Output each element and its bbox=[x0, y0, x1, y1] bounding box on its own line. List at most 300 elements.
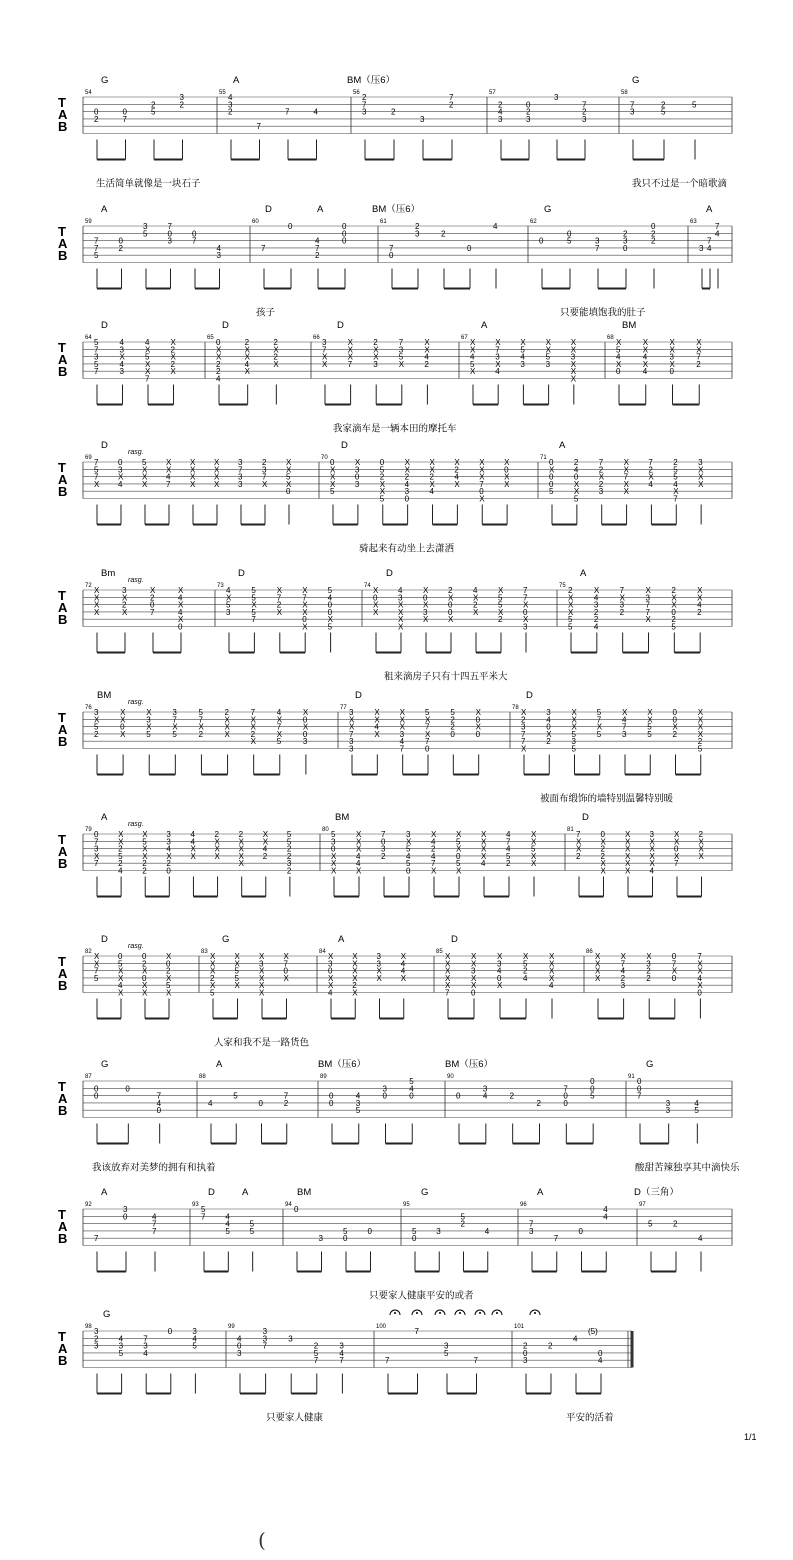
fret-number: 5 bbox=[286, 837, 292, 847]
fret-number: 3 bbox=[349, 744, 354, 754]
fret-number: X bbox=[94, 586, 100, 595]
fret-number: X bbox=[595, 966, 601, 976]
chord-name: BM（压6） bbox=[372, 204, 421, 215]
fret-number: X bbox=[276, 729, 283, 739]
fret-number: 3 bbox=[362, 107, 367, 117]
fret-number: X bbox=[166, 458, 172, 467]
fret-number: X bbox=[523, 615, 529, 625]
fret-number: 2 bbox=[210, 973, 215, 983]
fret-number: X bbox=[142, 830, 148, 839]
tab-system bbox=[58, 320, 732, 435]
fret-number: 5 bbox=[406, 844, 411, 854]
fret-number: 3 bbox=[349, 737, 354, 747]
fret-number: X bbox=[302, 600, 308, 610]
fret-number: 0 bbox=[166, 959, 171, 969]
fret-number: 0 bbox=[258, 1098, 263, 1108]
fret-number: X bbox=[327, 615, 333, 625]
fret-number: 2 bbox=[697, 737, 703, 747]
fret-number: 0 bbox=[504, 465, 509, 475]
fret-number: X bbox=[425, 729, 431, 739]
fret-number: 7 bbox=[172, 715, 177, 725]
fret-number: 4 bbox=[523, 973, 528, 983]
fret-number: 5 bbox=[355, 1106, 361, 1116]
fret-number: 7 bbox=[285, 107, 290, 117]
fret-number: 4 bbox=[698, 1234, 703, 1244]
fret-number: 0 bbox=[327, 600, 333, 610]
fret-number: 3 bbox=[399, 729, 405, 739]
fret-number: X bbox=[374, 729, 380, 739]
fret-number: 7 bbox=[673, 494, 678, 504]
fret-number: 5 bbox=[648, 1219, 653, 1229]
fret-number: 7 bbox=[479, 479, 484, 489]
measure-number: 70 bbox=[321, 455, 328, 461]
fret-number: 3 bbox=[620, 981, 626, 991]
fret-number: 5 bbox=[286, 830, 292, 839]
fret-number: 2 bbox=[698, 830, 703, 839]
fret-number: X bbox=[118, 837, 124, 847]
fret-number: X bbox=[698, 844, 704, 854]
measure-number: 97 bbox=[639, 1202, 646, 1208]
fret-number: 7 bbox=[523, 586, 528, 595]
fret-number: 4 bbox=[356, 851, 361, 861]
fret-number: 5 bbox=[142, 837, 147, 847]
fret-number: X bbox=[250, 722, 257, 732]
fret-number: 3 bbox=[622, 729, 627, 739]
fret-number: 7 bbox=[582, 100, 587, 110]
fret-number: 7 bbox=[262, 472, 267, 482]
fret-number: X bbox=[238, 859, 245, 869]
chord-name: D bbox=[101, 440, 108, 451]
fret-number: 4 bbox=[119, 359, 124, 369]
fret-number: X bbox=[190, 479, 196, 489]
fret-number: 0 bbox=[651, 222, 656, 231]
measure-number: 72 bbox=[85, 583, 92, 589]
fret-number: X bbox=[356, 837, 362, 847]
fret-number: 2 bbox=[473, 600, 478, 610]
chord-name: D bbox=[101, 934, 108, 945]
fret-number: X bbox=[238, 844, 245, 854]
fret-number: X bbox=[331, 866, 337, 876]
fret-number: 5 bbox=[166, 981, 171, 991]
fret-number: X bbox=[573, 479, 580, 489]
measure-number: 64 bbox=[85, 335, 92, 341]
fret-number: X bbox=[250, 737, 257, 747]
fret-number: 5 bbox=[596, 729, 602, 739]
measure-number: 101 bbox=[514, 1324, 525, 1330]
measure-number: 85 bbox=[436, 949, 443, 955]
fret-number: X bbox=[475, 722, 482, 732]
fret-number: 4 bbox=[225, 1212, 230, 1222]
fret-number: X bbox=[423, 600, 429, 610]
fret-number: X bbox=[504, 458, 510, 467]
fret-number: X bbox=[214, 479, 220, 489]
fret-number: 7 bbox=[122, 114, 127, 124]
fret-number: 4 bbox=[399, 737, 405, 747]
fret-number: X bbox=[142, 472, 148, 482]
fret-number: X bbox=[471, 959, 477, 969]
fret-number: X bbox=[120, 715, 126, 725]
fret-number: X bbox=[142, 966, 148, 976]
fret-number: 5 bbox=[234, 966, 239, 976]
fret-number: 0 bbox=[406, 866, 411, 876]
fret-number: 4 bbox=[622, 715, 627, 725]
fret-number: 0 bbox=[167, 229, 172, 239]
fret-number: 0 bbox=[342, 236, 347, 246]
fret-number: 0 bbox=[600, 830, 605, 839]
fret-number: 5 bbox=[249, 1219, 255, 1229]
fret-number: 0 bbox=[94, 1091, 99, 1101]
fret-number: 3 bbox=[593, 600, 599, 610]
fret-number: X bbox=[94, 479, 100, 489]
chord-name: D bbox=[355, 690, 362, 701]
fret-number: 2 bbox=[216, 367, 221, 377]
fret-number: X bbox=[697, 729, 704, 739]
fret-number: 2 bbox=[448, 586, 453, 595]
chord-name: D bbox=[337, 320, 344, 331]
fret-number: X bbox=[331, 859, 337, 869]
fret-number: 4 bbox=[355, 1091, 361, 1101]
fret-number: 4 bbox=[313, 107, 318, 117]
fret-number: 5 bbox=[192, 1341, 197, 1351]
fret-number: 5 bbox=[286, 472, 291, 482]
fret-number: 7 bbox=[94, 837, 99, 847]
fret-number: 7 bbox=[256, 122, 261, 132]
tab-clef-letter: T bbox=[58, 832, 66, 847]
fret-number: 4 bbox=[216, 243, 221, 253]
fret-number: 4 bbox=[454, 472, 459, 482]
fret-number: 7 bbox=[648, 458, 653, 467]
fret-number: 2 bbox=[94, 114, 99, 124]
fret-number: X bbox=[286, 465, 292, 475]
tab-clef-letter: A bbox=[58, 600, 68, 615]
fret-number: 3 bbox=[118, 465, 123, 475]
fret-number: 7 bbox=[389, 243, 394, 253]
fret-number: 2 bbox=[619, 607, 625, 617]
fret-number: 2 bbox=[224, 708, 230, 717]
fret-number: 4 bbox=[315, 236, 320, 246]
fret-number: 3 bbox=[623, 236, 628, 246]
fret-number: 4 bbox=[431, 837, 436, 847]
fret-number: X bbox=[166, 988, 172, 998]
fret-number: 5 bbox=[313, 1348, 319, 1358]
fret-number: 2 bbox=[286, 844, 292, 854]
fret-number: X bbox=[521, 744, 527, 754]
fret-number: X bbox=[178, 600, 184, 610]
tab-clef-letter: B bbox=[58, 612, 68, 627]
fret-number: 0 bbox=[671, 973, 677, 983]
fret-number: X bbox=[445, 952, 451, 961]
fret-number: X bbox=[674, 837, 680, 847]
lyric-line: 只要能填饱我的肚子 bbox=[560, 307, 646, 319]
fret-number: 2 bbox=[170, 359, 175, 369]
fret-number: X bbox=[698, 837, 704, 847]
fret-number: 5 bbox=[343, 1226, 348, 1236]
fret-number: 3 bbox=[523, 622, 528, 632]
fret-number: X bbox=[94, 851, 100, 861]
fret-number: 3 bbox=[404, 487, 410, 497]
fret-number: 0 bbox=[425, 744, 430, 754]
fret-number: X bbox=[479, 465, 485, 475]
fret-number: 3 bbox=[94, 844, 99, 854]
chord-name: D bbox=[238, 568, 245, 579]
measure-number: 90 bbox=[447, 1074, 454, 1080]
measure-number: 76 bbox=[85, 705, 92, 711]
fret-number: 5 bbox=[520, 345, 525, 355]
fret-number: X bbox=[118, 973, 124, 983]
fret-number: 2 bbox=[548, 1341, 553, 1351]
fret-number: 3 bbox=[554, 93, 559, 102]
fret-number: 7 bbox=[495, 345, 500, 355]
fret-number: 7 bbox=[595, 243, 600, 253]
fret-number: 3 bbox=[521, 722, 526, 732]
fret-number: X bbox=[596, 722, 603, 732]
fret-number: 7 bbox=[94, 472, 99, 482]
fret-number: 0 bbox=[578, 1226, 583, 1236]
fret-number: X bbox=[94, 715, 100, 725]
fret-number: 4 bbox=[192, 1334, 197, 1344]
fret-number: 7 bbox=[521, 737, 526, 747]
fret-number: 2 bbox=[273, 352, 278, 362]
measure-number: 86 bbox=[586, 949, 593, 955]
fret-number: X bbox=[473, 593, 479, 603]
measure-number: 68 bbox=[607, 335, 614, 341]
fret-number: 2 bbox=[460, 1219, 465, 1229]
fret-number: 0 bbox=[637, 1084, 642, 1094]
fret-number: 0 bbox=[637, 1077, 642, 1086]
tab-clef-letter: T bbox=[58, 1329, 66, 1344]
chord-name: G bbox=[101, 1059, 109, 1070]
fret-number: 3 bbox=[523, 1356, 528, 1366]
tab-clef-letter: B bbox=[58, 1353, 68, 1368]
fret-number: X bbox=[244, 345, 251, 355]
fret-number: 2 bbox=[391, 107, 396, 117]
fret-number: 5 bbox=[568, 615, 573, 625]
chord-name: G bbox=[544, 204, 552, 215]
fret-number: X bbox=[669, 338, 675, 347]
fret-number: 4 bbox=[642, 367, 648, 377]
fret-number: 0 bbox=[142, 973, 147, 983]
fret-number: X bbox=[118, 966, 124, 976]
fret-number: 4 bbox=[473, 586, 478, 595]
fret-number: X bbox=[471, 952, 477, 961]
chord-name: D bbox=[101, 320, 108, 331]
fret-number: 7 bbox=[315, 243, 320, 253]
measure-number: 75 bbox=[559, 583, 566, 589]
fret-number: X bbox=[400, 973, 407, 983]
fret-number: 4 bbox=[497, 966, 502, 976]
fret-number: 0 bbox=[167, 1327, 173, 1336]
fret-number: X bbox=[170, 338, 176, 347]
fret-number: 0 bbox=[94, 830, 99, 839]
fret-number: 2 bbox=[648, 465, 653, 475]
fret-number: X bbox=[571, 715, 577, 725]
fret-number: 4 bbox=[374, 722, 379, 732]
fret-number: 7 bbox=[339, 1356, 344, 1366]
fermata-dot bbox=[439, 1312, 441, 1314]
chord-name: D bbox=[222, 320, 229, 331]
fret-number: 5 bbox=[118, 1348, 124, 1358]
fret-number: 3 bbox=[444, 1341, 449, 1351]
fret-number: 0 bbox=[328, 966, 333, 976]
tab-system bbox=[58, 690, 732, 805]
fret-number: X bbox=[404, 458, 410, 467]
fret-number: 0 bbox=[456, 1091, 461, 1101]
fret-number: X bbox=[145, 345, 151, 355]
fret-number: 7 bbox=[150, 607, 155, 617]
fret-number: X bbox=[273, 359, 279, 369]
tab-clef-letter: B bbox=[58, 248, 68, 263]
fret-number: 5 bbox=[673, 472, 678, 482]
fret-number: X bbox=[471, 981, 477, 991]
fret-number: 4 bbox=[409, 1084, 414, 1094]
fret-number: X bbox=[431, 866, 437, 876]
measure-number: 91 bbox=[628, 1074, 635, 1080]
chord-name: D bbox=[526, 690, 533, 701]
lyric-line: 我只不过是一个暗歌滴 bbox=[632, 178, 728, 190]
fret-number: X bbox=[620, 952, 626, 961]
lyric-line: 只要家人健康平安的或者 bbox=[369, 1290, 474, 1302]
fret-number: X bbox=[593, 586, 600, 595]
tab-clef-letter: A bbox=[58, 722, 68, 737]
fret-number: 2 bbox=[521, 715, 526, 725]
fret-number: 7 bbox=[152, 1226, 157, 1236]
fret-number: X bbox=[595, 973, 601, 983]
chord-name: A bbox=[317, 204, 324, 215]
fret-number: 7 bbox=[381, 830, 386, 839]
fret-number: 3 bbox=[192, 1327, 197, 1336]
fret-number: X bbox=[166, 973, 172, 983]
fret-number: 3 bbox=[582, 114, 587, 124]
chord-name: A bbox=[101, 204, 108, 215]
fret-number: 3 bbox=[619, 600, 625, 610]
fret-number: 7 bbox=[449, 93, 454, 102]
fret-number: 2 bbox=[593, 615, 599, 625]
fret-number: X bbox=[696, 338, 702, 347]
fret-number: X bbox=[331, 851, 337, 861]
fret-number: 2 bbox=[379, 472, 385, 482]
chord-name: D bbox=[208, 1187, 215, 1198]
measure-number: 83 bbox=[201, 949, 208, 955]
fret-number: 7 bbox=[94, 236, 99, 246]
fret-number: 5 bbox=[568, 622, 573, 632]
fret-number: 4 bbox=[118, 1334, 124, 1344]
tab-system bbox=[58, 1309, 632, 1424]
fret-number: 7 bbox=[622, 722, 627, 732]
measure-number: 59 bbox=[85, 219, 92, 225]
fret-number: 2 bbox=[651, 236, 656, 246]
fret-number: 0 bbox=[373, 593, 378, 603]
fret-number: 2 bbox=[509, 1091, 515, 1101]
fret-number: X bbox=[234, 959, 240, 969]
fret-number: 2 bbox=[286, 866, 292, 876]
tab-clef-letter: B bbox=[58, 119, 68, 134]
fret-number: 3 bbox=[498, 114, 503, 124]
fret-number: X bbox=[373, 345, 379, 355]
fret-number: 5 bbox=[226, 600, 231, 610]
fret-number: X bbox=[398, 615, 404, 625]
fret-number: 0 bbox=[497, 973, 502, 983]
fret-number: X bbox=[210, 952, 216, 961]
fret-number: 5 bbox=[151, 107, 156, 117]
fret-number: 2 bbox=[198, 729, 203, 739]
fret-number: X bbox=[570, 359, 577, 369]
fret-number: X bbox=[623, 487, 629, 497]
fret-number: X bbox=[398, 607, 404, 617]
fret-number: 2 bbox=[214, 830, 220, 839]
measure-number: 56 bbox=[353, 90, 360, 96]
fret-number: 7 bbox=[563, 1084, 568, 1094]
fret-number: X bbox=[625, 851, 631, 861]
fret-number: 3 bbox=[179, 93, 184, 102]
tab-clef-letter: T bbox=[58, 954, 66, 969]
fret-number: 4 bbox=[603, 1205, 608, 1214]
tab-system bbox=[58, 1186, 732, 1302]
chord-name: A bbox=[537, 1187, 544, 1198]
fret-number: X bbox=[146, 722, 152, 732]
fret-number: 3 bbox=[226, 607, 231, 617]
fret-number: X bbox=[352, 959, 358, 969]
fret-number: X bbox=[545, 338, 551, 347]
fret-number: 7 bbox=[94, 345, 99, 355]
fret-number: X bbox=[473, 607, 479, 617]
fret-number: X bbox=[697, 966, 703, 976]
fret-number: 2 bbox=[450, 715, 455, 725]
fret-number: 3 bbox=[520, 359, 525, 369]
fret-number: X bbox=[549, 959, 555, 969]
fret-number: 4 bbox=[400, 966, 406, 976]
measure-number: 99 bbox=[228, 1324, 235, 1330]
fret-number: 4 bbox=[276, 708, 282, 717]
scan-artifact: ( bbox=[258, 1528, 266, 1552]
fret-number: X bbox=[226, 593, 232, 603]
fret-number: 3 bbox=[123, 1205, 128, 1214]
chord-name: G bbox=[646, 1059, 654, 1070]
fret-number: X bbox=[622, 708, 628, 717]
fret-number: 4 bbox=[400, 959, 406, 969]
fret-number: X bbox=[404, 465, 410, 475]
fret-number: 7 bbox=[473, 1356, 478, 1366]
fret-number: X bbox=[244, 352, 251, 362]
fret-number: X bbox=[259, 981, 265, 991]
fret-number: X bbox=[619, 593, 626, 603]
fret-number: 5 bbox=[406, 859, 411, 869]
fret-number: X bbox=[276, 586, 283, 595]
fret-number: X bbox=[352, 952, 358, 961]
fret-number: 5 bbox=[198, 708, 203, 717]
fret-number: 2 bbox=[118, 844, 123, 854]
fret-number: X bbox=[570, 338, 577, 347]
fret-number: X bbox=[328, 952, 334, 961]
fret-number: 2 bbox=[598, 479, 604, 489]
fret-number: 2 bbox=[431, 844, 436, 854]
fret-number: 3 bbox=[495, 352, 500, 362]
fret-number: X bbox=[262, 479, 268, 489]
fret-number: X bbox=[251, 600, 257, 610]
fret-number: 7 bbox=[283, 959, 288, 969]
fret-number: 0 bbox=[288, 222, 293, 231]
fret-number: X bbox=[190, 851, 196, 861]
fret-number: X bbox=[445, 959, 451, 969]
fret-number: 7 bbox=[523, 593, 528, 603]
fret-number: 0 bbox=[192, 229, 197, 239]
fret-number: X bbox=[94, 600, 100, 610]
fret-number: 7 bbox=[506, 837, 511, 847]
fret-number: 5 bbox=[647, 722, 652, 732]
fret-number: X bbox=[398, 359, 405, 369]
fret-number: X bbox=[570, 367, 577, 377]
fret-number: X bbox=[568, 600, 574, 610]
fret-number: X bbox=[521, 708, 527, 717]
